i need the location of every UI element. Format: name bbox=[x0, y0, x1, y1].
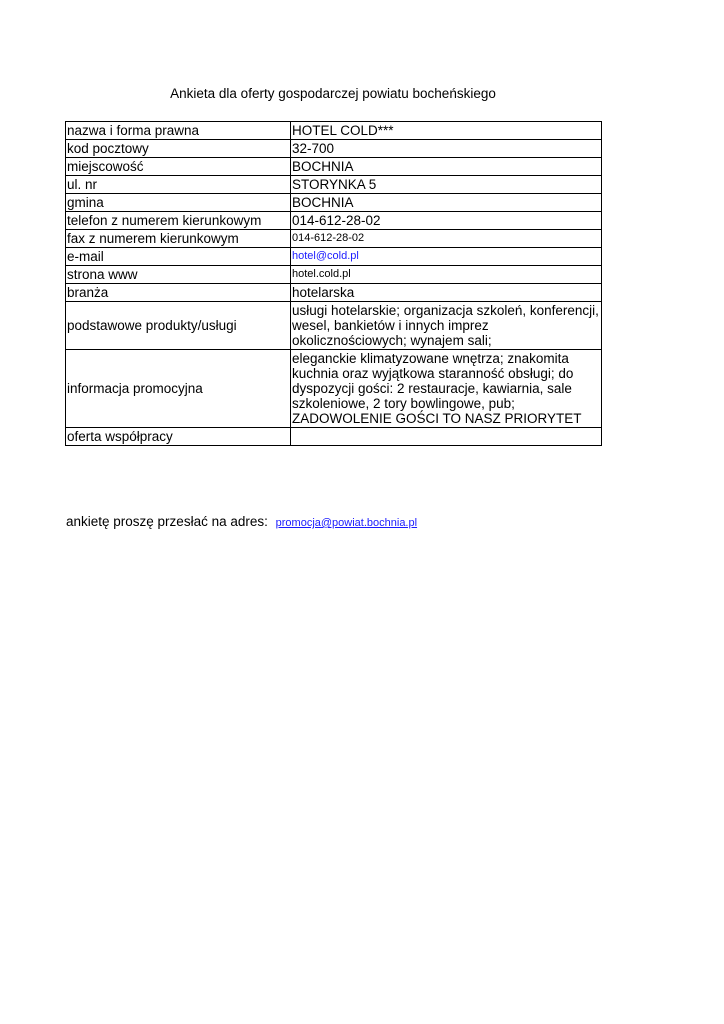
promo-value: eleganckie klimatyzowane wnętrza; znakomita kuchnia oraz wyjątkowa staranność obsługi; do dyspozycji gości: 2 restauracje, kawiarnia, sale szkoleniowe, 2 tory bowlingowe, pub; ZADOWOLENIE GOŚCI TO NASZ PRIORYTET bbox=[291, 350, 602, 428]
website-value: hotel.cold.pl bbox=[291, 266, 602, 284]
table-row bbox=[66, 230, 602, 248]
row-value bbox=[291, 428, 602, 446]
row-label: strona www bbox=[66, 266, 291, 284]
row-label: kod pocztowy bbox=[66, 140, 291, 158]
table-row bbox=[66, 302, 602, 350]
row-label: ul. nr bbox=[66, 176, 291, 194]
row-label: gmina bbox=[66, 194, 291, 212]
row-value: hotelarska bbox=[291, 284, 602, 302]
row-value: BOCHNIA bbox=[291, 158, 602, 176]
row-label: podstawowe produkty/usługi bbox=[66, 302, 291, 350]
table-row bbox=[66, 122, 602, 140]
survey-table bbox=[65, 121, 602, 446]
footer-text: ankietę proszę przesłać na adres: bbox=[66, 514, 268, 529]
footer-email-link[interactable]: promocja@powiat.bochnia.pl bbox=[275, 517, 418, 529]
row-label: telefon z numerem kierunkowym bbox=[66, 212, 291, 230]
row-value: 014-612-28-02 bbox=[291, 230, 602, 248]
row-label: oferta współpracy bbox=[66, 428, 291, 446]
table-row bbox=[66, 266, 602, 284]
table-row bbox=[66, 284, 602, 302]
row-value: BOCHNIA bbox=[291, 194, 602, 212]
table-row bbox=[66, 140, 602, 158]
table-row bbox=[66, 212, 602, 230]
row-value: 014-612-28-02 bbox=[291, 212, 602, 230]
table-row bbox=[66, 248, 602, 266]
products-value: usługi hotelarskie; organizacja szkoleń, konferencji, wesel, bankietów i innych imprez okolicznościowych; wynajem sali; bbox=[291, 302, 602, 350]
footer-note bbox=[66, 514, 417, 529]
row-value: 32-700 bbox=[291, 140, 602, 158]
table-row bbox=[66, 176, 602, 194]
page-title: Ankieta dla oferty gospodarczej powiatu bocheńskiego bbox=[170, 86, 496, 101]
row-label: branża bbox=[66, 284, 291, 302]
row-label: e-mail bbox=[66, 248, 291, 266]
row-label: informacja promocyjna bbox=[66, 350, 291, 428]
row-label: nazwa i forma prawna bbox=[66, 122, 291, 140]
row-label: fax z numerem kierunkowym bbox=[66, 230, 291, 248]
table-row bbox=[66, 428, 602, 446]
table-row bbox=[66, 350, 602, 428]
table-row bbox=[66, 194, 602, 212]
row-value: HOTEL COLD*** bbox=[291, 122, 602, 140]
row-value: STORYNKA 5 bbox=[291, 176, 602, 194]
email-link[interactable]: hotel@cold.pl bbox=[291, 248, 602, 266]
row-label: miejscowość bbox=[66, 158, 291, 176]
table-row bbox=[66, 158, 602, 176]
